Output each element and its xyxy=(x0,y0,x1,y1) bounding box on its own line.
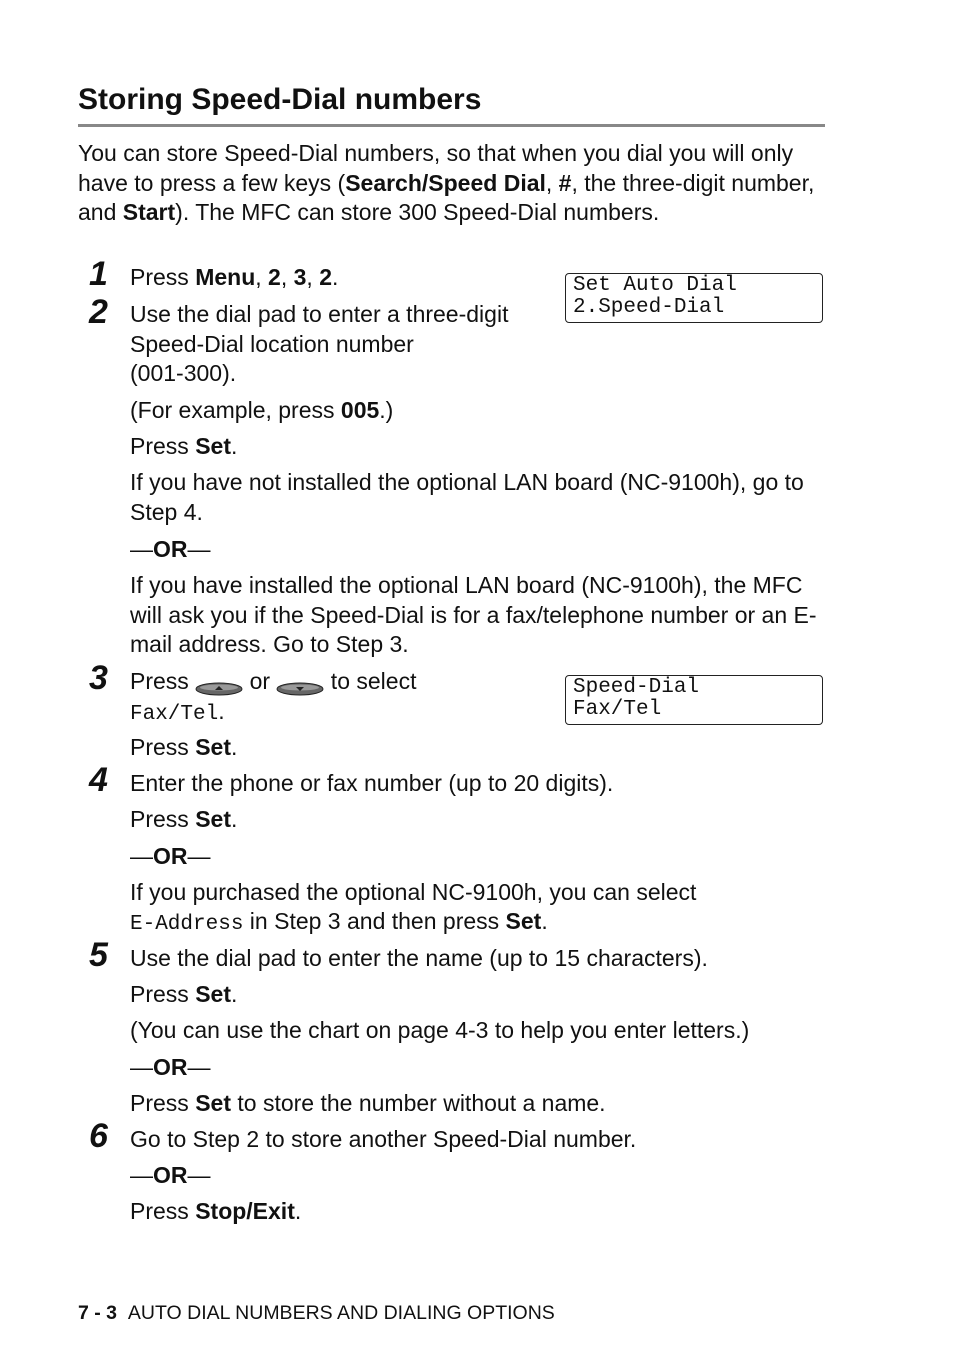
lcd-line: 2.Speed-Dial xyxy=(573,296,725,319)
step-number: 6 xyxy=(89,1117,108,1155)
step-4-purchased: If you purchased the optional NC-9100h, you can select xyxy=(130,879,697,905)
step-2-lan-installed: If you have installed the optional LAN board (NC-9100h), the MFC will ask you if the Speed-Dial is for a fax/telephone number or an E-mail address. Go to Step 3. xyxy=(130,572,817,658)
step-number: 5 xyxy=(89,936,108,974)
section-title: AUTO DIAL NUMBERS AND DIALING OPTIONS xyxy=(127,1302,555,1324)
step-5-no-name: Press Set to store the number without a name. xyxy=(130,1090,606,1116)
lcd-display-1 xyxy=(565,273,823,323)
step-6-stop: Press Stop/Exit. xyxy=(130,1198,302,1224)
down-arrow-key-icon xyxy=(276,674,324,688)
step-4-eaddress: E-Address in Step 3 and then press Set. xyxy=(130,908,548,936)
intro-paragraph: You can store Speed-Dial numbers, so that when you dial you will only have to press a few keys (Search/Speed Dial, #, the three-digit number, and Start). The MFC can store 300 Speed-Dial numbers. xyxy=(78,140,815,226)
step-2-example: (For example, press 005.) xyxy=(130,397,394,423)
lcd-line: Speed-Dial xyxy=(573,676,700,699)
page-footer xyxy=(78,1301,555,1325)
step-2-press-set: Press Set. xyxy=(130,433,238,459)
lcd-line: Fax/Tel xyxy=(573,698,662,721)
step-5-text: Use the dial pad to enter the name (up to 15 characters). xyxy=(130,945,708,971)
page-number: 7 - 3 xyxy=(78,1302,118,1324)
lcd-line: Set Auto Dial xyxy=(573,274,737,297)
step-2-line: Use the dial pad to enter a three-digit xyxy=(130,301,509,327)
step-2-line: (001-300). xyxy=(130,360,237,386)
step-3-text: Press or to select xyxy=(130,668,417,694)
step-4-text: Enter the phone or fax number (up to 20 digits). xyxy=(130,770,614,796)
or-separator: —OR— xyxy=(130,843,211,869)
up-arrow-key-icon xyxy=(195,674,243,688)
step-2-lan-note: If you have not installed the optional LAN board (NC-9100h), go to Step 4. xyxy=(130,469,804,525)
step-number: 2 xyxy=(89,293,108,331)
step-number: 4 xyxy=(89,761,108,799)
step-2-line: Speed-Dial location number xyxy=(130,331,414,357)
step-number: 3 xyxy=(89,659,108,697)
page-title: Storing Speed-Dial numbers xyxy=(78,83,482,116)
or-separator: —OR— xyxy=(130,1054,211,1080)
step-6-text: Go to Step 2 to store another Speed-Dial number. xyxy=(130,1126,637,1152)
step-5-chart-note: (You can use the chart on page 4-3 to help you enter letters.) xyxy=(130,1017,750,1043)
step-4-press-set: Press Set. xyxy=(130,806,238,832)
or-separator: —OR— xyxy=(130,1162,211,1188)
step-1-text: Press Menu, 2, 3, 2. xyxy=(130,264,339,290)
step-number: 1 xyxy=(89,255,108,293)
title-rule xyxy=(78,124,825,127)
lcd-display-2 xyxy=(565,675,823,725)
step-3-option: Fax/Tel. xyxy=(130,698,225,726)
step-5-press-set: Press Set. xyxy=(130,981,238,1007)
step-3-press-set: Press Set. xyxy=(130,734,238,760)
or-separator: —OR— xyxy=(130,536,211,562)
